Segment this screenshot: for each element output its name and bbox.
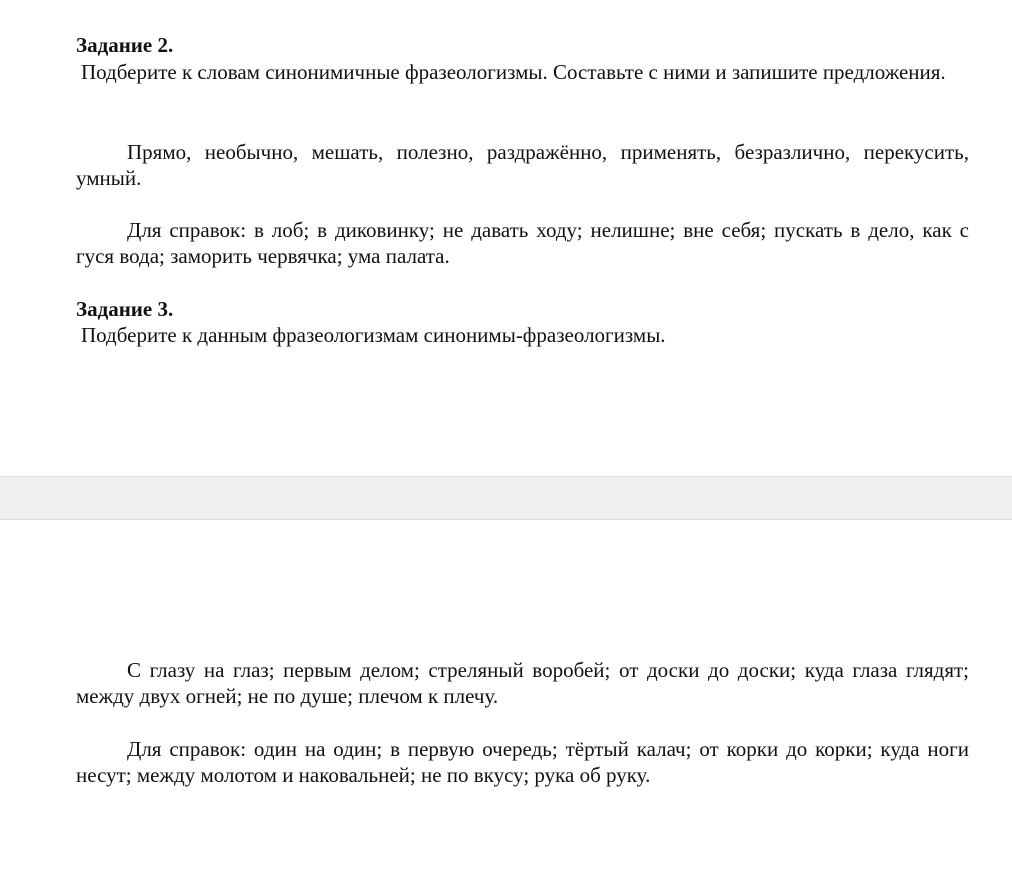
task2-word-list: Прямо, необычно, мешать, полезно, раздражённо, применять, безразлично, перекусить, умный. [76,140,969,190]
task2-instruction: Подберите к словам синонимичные фразеологизмы. Составьте с ними и запишите предложения. [81,60,946,84]
page-separator [0,476,1012,520]
task3-instruction: Подберите к данным фразеологизмам синонимы-фразеологизмы. [81,323,666,347]
task3-reference: Для справок: один на один; в первую очередь; тёртый калач; от корки до корки; куда ноги несут; между молотом и наковальней; не по вкусу; рука об руку. [76,737,969,787]
task3-phrase-list: С глазу на глаз; первым делом; стреляный воробей; от доски до доски; куда глаза глядят; между двух огней; не по душе; плечом к плечу. [76,658,969,708]
task3-heading: Задание 3. [76,297,174,321]
document-page-bottom [0,520,1012,882]
task2-reference: Для справок: в лоб; в диковинку; не давать ходу; нелишне; вне себя; пускать в дело, как с гуся вода; заморить червячка; ума палата. [76,218,969,268]
task2-heading: Задание 2. [76,33,174,57]
